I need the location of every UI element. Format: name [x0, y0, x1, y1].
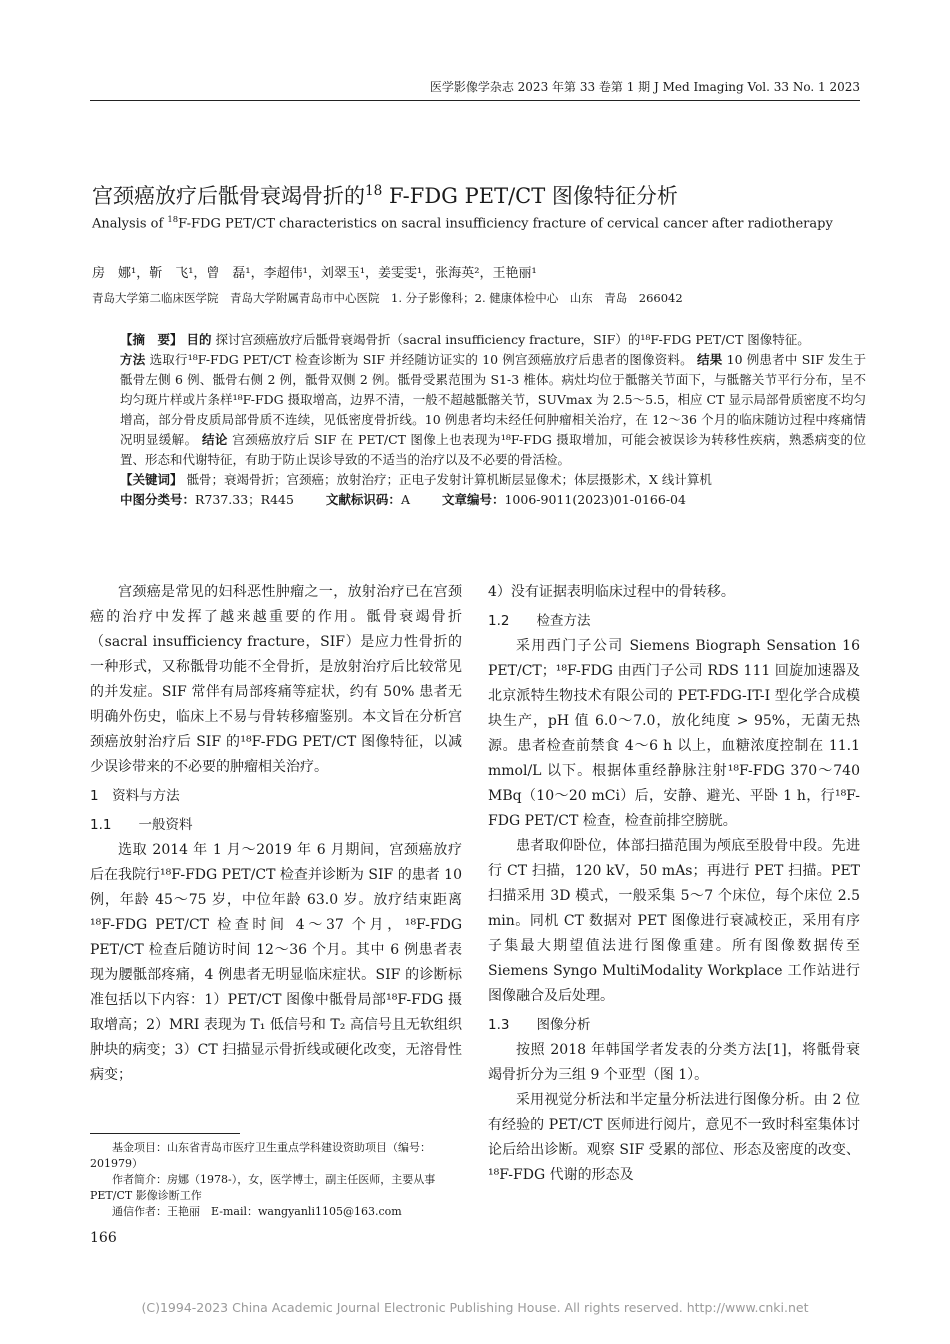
- left-column: [90, 580, 462, 1088]
- clc-label: 中图分类号：: [120, 492, 196, 507]
- intro-paragraph: 宫颈癌是常见的妇科恶性肿瘤之一，放射治疗已在宫颈癌的治疗中发挥了越来越重要的作用。骶骨衰竭骨折（sacral insufficiency fracture，SIF）是应力性骨折的一种形式，又称骶骨功能不全骨折，是放射治疗后比较常见的并发症。SIF 常伴有局部疼痛等症状，约有 50% 患者无明确外伤史，临床上不易与骨转移瘤鉴别。本文旨在分析宫颈癌放射治疗后 SIF 的¹⁸F-FDG PET/CT 图像特征，以减少误诊带来的不必要的肿瘤相关治疗。: [90, 584, 462, 775]
- methods-text: 选取行¹⁸F-FDG PET/CT 检查诊断为 SIF 并经随访证实的 10 例宫颈癌放疗后患者的图像资料。: [149, 352, 693, 367]
- results-label: 结果: [697, 352, 723, 367]
- title-cn-sup: 18: [365, 183, 383, 199]
- footnote-author: 作者简介：房娜（1978-），女，医学博士，副主任医师，主要从事 PET/CT 影像诊断工作: [90, 1173, 436, 1202]
- section-1-3-heading: 1.3 图像分析: [488, 1017, 591, 1033]
- section-1-2-heading: 1.2 检查方法: [488, 613, 591, 629]
- title-en-part2: F-FDG PET/CT characteristics on sacral insufficiency fracture of cervical cancer after radiotherapy: [178, 216, 833, 232]
- footnotes: [90, 1140, 462, 1220]
- title-cn-part1: 宫颈癌放疗后骶骨衰竭骨折的: [92, 184, 365, 208]
- title-cn-part2: F-FDG PET/CT 图像特征分析: [382, 184, 678, 208]
- section-1-2-paragraph-2: 患者取仰卧位，体部扫描范围为颅底至股骨中段。先进行 CT 扫描，120 kV，50 mAs；再进行 PET 扫描。PET 扫描采用 3D 模式，一般采集 5～7 个床位，每个床位 2.5 min。同机 CT 数据对 PET 图像进行衰减校正，采用有序子集最大期望值法进行图像重建。所有图像数据传至 Siemens Syngo MultiModality Workplace 工作站进行图像融合及后处理。: [488, 838, 860, 1004]
- clc-value: R737.33；R445: [195, 492, 294, 507]
- classification-line: [120, 490, 866, 510]
- clc: [120, 492, 294, 507]
- header-rule: [90, 100, 860, 101]
- methods-label: 方法: [120, 352, 146, 367]
- abstract: [120, 330, 866, 510]
- page-number: 166: [90, 1230, 117, 1246]
- title-english: [92, 214, 833, 231]
- doc-code: [326, 492, 410, 507]
- title-chinese: [92, 180, 678, 210]
- keywords-text: 骶骨；衰竭骨折；宫颈癌；放射治疗；正电子发射计算机断层显像术；体层摄影术，X 线计算机: [186, 472, 712, 487]
- affiliation: 青岛大学第二临床医学院 青岛大学附属青岛市中心医院 1. 分子影像科；2. 健康体检中心 山东 青岛 266042: [92, 291, 683, 305]
- running-header: 医学影像学杂志 2023 年第 33 卷第 1 期 J Med Imaging Vol. 33 No. 1 2023: [429, 80, 860, 94]
- article-no: [442, 492, 686, 507]
- authors: 房 娜¹，靳 飞¹，曾 磊¹，李超伟¹，刘翠玉¹，姜雯雯¹，张海英²，王艳丽¹: [92, 266, 537, 281]
- section-1-3-paragraph-2: 采用视觉分析法和半定量分析法进行图像分析。由 2 位有经验的 PET/CT 医师进行阅片，意见不一致时科室集体讨论后给出诊断。观察 SIF 受累的部位、形态及密度的改变、¹⁸F-FDG 代谢的形态及: [488, 1092, 860, 1183]
- section-1-1-paragraph: 选取 2014 年 1 月～2019 年 6 月期间，宫颈癌放疗后在我院行¹⁸F-FDG PET/CT 检查并诊断为 SIF 的患者 10 例，年龄 45～75 岁，中位年龄 63.0 岁。放疗结束距离¹⁸F-FDG PET/CT 检查时间 4～37 个月，¹⁸F-FDG PET/CT 检查后随访时间 12～36 个月。其中 6 例患者表现为腰骶部疼痛，4 例患者无明显临床症状。SIF 的诊断标准包括以下内容：1）PET/CT 图像中骶骨局部¹⁸F-FDG 摄取增高；2）MRI 表现为 T₁ 低信号和 T₂ 高信号且无软组织肿块的病变；3）CT 扫描显示骨折线或硬化改变，无溶骨性病变；: [90, 842, 462, 1083]
- doc-label: 文献标识码：: [325, 492, 401, 507]
- copyright-watermark: (C)1994-2023 China Academic Journal Electronic Publishing House. All rights reserved. http://www.cnki.net: [141, 1300, 809, 1315]
- conclusion-text: 宫颈癌放疗后 SIF 在 PET/CT 图像上也表现为¹⁸F-FDG 摄取增加，可能会被误诊为转移性疾病，熟悉病变的位置、形态和代谢特征，有助于防止误诊导致的不适当的治疗以及不必要的骨活检。: [120, 432, 866, 467]
- purpose-label: 目的: [186, 332, 212, 347]
- title-en-sup: 18: [167, 214, 179, 224]
- section-1-1-heading: 1.1 一般资料: [90, 817, 193, 833]
- section-1-heading: 1 资料与方法: [90, 788, 180, 804]
- criteria-continuation: 4）没有证据表明临床过程中的骨转移。: [488, 584, 735, 600]
- abstract-body: [120, 330, 866, 470]
- footnote-rule: [90, 1133, 240, 1134]
- title-en-part1: Analysis of: [92, 216, 168, 232]
- article-label: 文章编号：: [441, 492, 505, 507]
- results-text: 10 例患者中 SIF 发生于骶骨左侧 6 例、骶骨右侧 2 例，骶骨双侧 2 例。骶骨受累范围为 S1-3 椎体。病灶均位于骶髂关节面下，与骶髂关节平行分布，呈不均匀斑片样或片条样¹⁸F-FDG 摄取增高，边界不清，一般不超越骶髂关节，SUVmax 为 2.5～5.5，相应 CT 显示局部骨质密度不均匀增高，部分骨皮质局部骨质不连续，见低密度骨折线。10 例患者均未经任何肿瘤相关治疗，在 12～36 个月的临床随访过程中疼痛情况明显缓解。: [120, 352, 866, 447]
- footnote-fund: 基金项目：山东省青岛市医疗卫生重点学科建设资助项目（编号：201979）: [90, 1141, 431, 1170]
- footnote-corresponding: 通信作者：王艳丽 E-mail：wangyanli1105@163.com: [112, 1205, 402, 1218]
- abstract-label: 【摘 要】: [120, 332, 183, 347]
- purpose-text: 探讨宫颈癌放疗后骶骨衰竭骨折（sacral insufficiency fracture，SIF）的¹⁸F-FDG PET/CT 图像特征。: [215, 332, 810, 347]
- conclusion-label: 结论: [201, 432, 228, 447]
- section-1-3-paragraph-1: 按照 2018 年韩国学者发表的分类方法[1]，将骶骨衰竭骨折分为三组 9 个亚型（图 1）。: [488, 1042, 860, 1083]
- keywords-label: 【关键词】: [120, 472, 183, 487]
- section-1-2-paragraph-1: 采用西门子公司 Siemens Biograph Sensation 16 PET/CT；¹⁸F-FDG 由西门子公司 RDS 111 回旋加速器及北京派特生物技术有限公司的 PET-FDG-IT-I 型化学合成模块生产，pH 值 6.0～7.0，放化纯度 > 95%，无菌无热源。患者检查前禁食 4～6 h 以上，血糖浓度控制在 11.1 mmol/L 以下。根据体重经静脉注射¹⁸F-FDG 370～740 MBq（10～20 mCi）后，安静、避光、平卧 1 h，行¹⁸F-FDG PET/CT 检查，检查前排空膀胱。: [488, 638, 860, 829]
- article-value: 1006-9011(2023)01-0166-04: [504, 492, 686, 507]
- keywords-line: [120, 470, 866, 490]
- right-column: [488, 580, 860, 1188]
- doc-value: A: [400, 492, 410, 507]
